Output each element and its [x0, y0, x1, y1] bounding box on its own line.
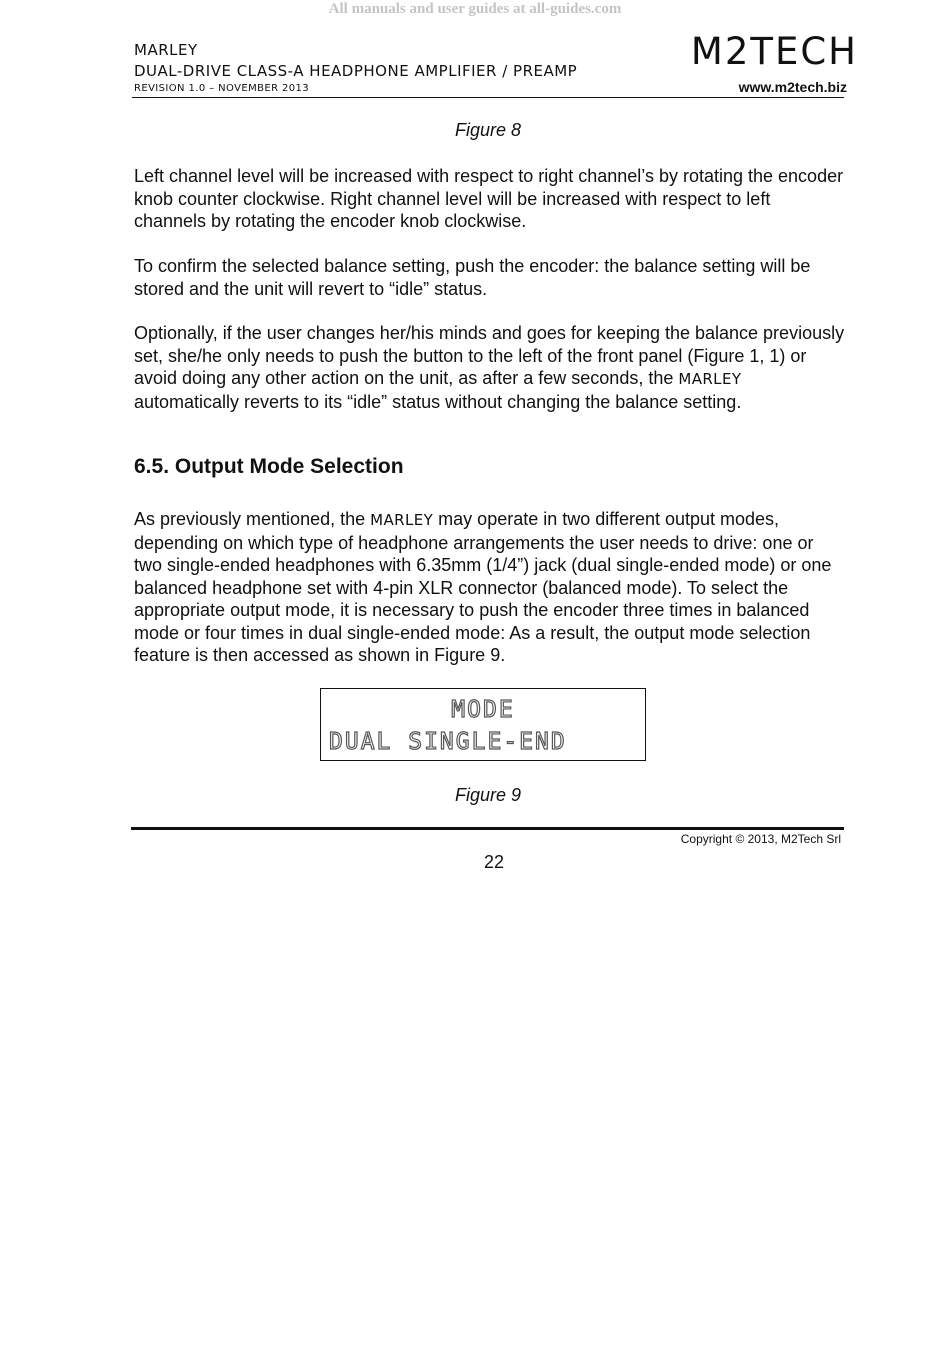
lcd-line-1-text: MODE: [451, 697, 515, 723]
header-revision: REVISION 1.0 – NOVEMBER 2013: [134, 83, 310, 94]
lcd-line-2: [329, 729, 653, 755]
paragraph-text: may operate in two different output modes, depending on which type of headphone arrangements the user needs to drive: one or two single-ended headphones with 6.35mm (1/4”) jack (dual single-ended mode) or one balanced headphone set with 4-pin XLR connector (balanced mode). To select the appropriate output mode, it is necessary to push the encoder three times in balanced mode or four times in dual single-ended mode: As a result, the output mode selection feature is then accessed as shown in Figure 9.: [134, 509, 832, 665]
header-divider: [132, 97, 844, 98]
paragraph-channel-level: Left channel level will be increased with respect to right channel’s by rotating the encoder knob counter clockwise. Right channel level will be increased with respect to left channels by rotating the encoder knob clockwise.: [134, 166, 844, 231]
brand-url: www.m2tech.biz: [738, 79, 847, 95]
paragraph-optional-revert: [134, 322, 846, 413]
product-name-inline: MARLEY: [678, 370, 742, 388]
brand-logo: M2TECH: [690, 30, 858, 73]
paragraph-text: automatically reverts to its “idle” status without changing the balance setting.: [134, 391, 742, 412]
paragraph-confirm-balance: To confirm the selected balance setting, push the encoder: the balance setting will be stored and the unit will revert to “idle” status.: [134, 256, 811, 299]
header-product-name: MARLEY: [134, 41, 198, 59]
product-name-inline: MARLEY: [370, 511, 434, 529]
page-number: 22: [483, 852, 505, 872]
footer-divider: [131, 827, 844, 830]
lcd-display-figure-9: [320, 688, 646, 761]
paragraph-text: As previously mentioned, the: [134, 509, 371, 529]
copyright-notice: Copyright © 2013, M2Tech Srl: [680, 832, 841, 846]
paragraph-text: Optionally, if the user changes her/his minds and goes for keeping the balance previously set, she/he only needs to push the button to the left of the front panel (Figure 1, 1) or avoid doing any other action on the unit, as after a few seconds, the: [134, 323, 845, 388]
lcd-line-1: [321, 697, 645, 723]
figure-8-caption: Figure 8: [454, 120, 522, 140]
watermark-text: All manuals and user guides at all-guides.com: [328, 1, 622, 17]
header-subtitle: DUAL-DRIVE CLASS-A HEADPHONE AMPLIFIER / PREAMP: [134, 62, 578, 80]
section-heading-output-mode: 6.5. Output Mode Selection: [134, 455, 404, 478]
paragraph-output-modes: [134, 508, 846, 667]
lcd-line-2-text: DUAL SINGLE-END: [329, 729, 567, 755]
figure-9-caption: Figure 9: [454, 785, 522, 805]
